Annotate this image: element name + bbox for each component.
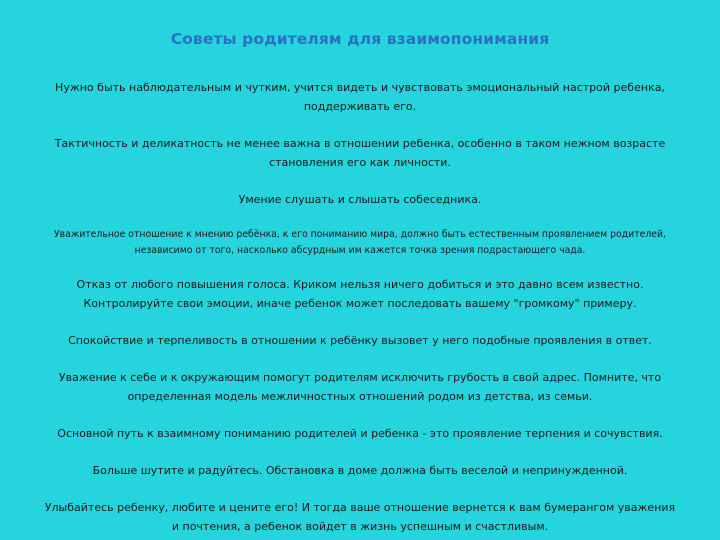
slide-content bbox=[40, 78, 680, 536]
tip-paragraph: Больше шутите и радуйтесь. Обстановка в доме должна быть веселой и непринужденной. bbox=[92, 464, 628, 477]
tip-paragraph: Основной путь к взаимному пониманию родителей и ребенка - это проявление терпения и сочувствия. bbox=[57, 427, 663, 440]
tip-paragraph: Отказ от любого повышения голоса. Криком нельзя ничего добиться и это давно всем известно. Контролируйте свои эмоции, иначе ребенок может последовать вашему "громкому" примеру. bbox=[76, 278, 644, 310]
tip-paragraph: Уважительное отношение к мнению ребёнка, к его пониманию мира, должно быть естественным проявлением родителей, независимо от того, насколько абсурдным им кажется точка зрения подрастающего чада. bbox=[54, 229, 666, 256]
tip-paragraph: Умение слушать и слышать собеседника. bbox=[238, 193, 482, 206]
tip-paragraph: Нужно быть наблюдательным и чутким, учится видеть и чувствовать эмоциональный настрой ребенка, поддерживать его. bbox=[55, 81, 665, 113]
tip-paragraph: Уважение к себе и к окружающим помогут родителям исключить грубость в свой адрес. Помните, что определенная модель межличностных отношений родом из детства, из семьи. bbox=[58, 371, 662, 403]
tip-paragraph: Спокойствие и терпеливость в отношении к ребёнку вызовет у него подобные проявления в ответ. bbox=[68, 334, 652, 347]
tip-paragraph: Улыбайтесь ребенку, любите и цените его! И тогда ваше отношение вернется к вам бумерангом уважения и почтения, а ребенок войдет в жизнь успешным и счастливым. bbox=[44, 501, 676, 533]
slide-title: Советы родителям для взаимопонимания bbox=[170, 30, 550, 48]
tip-paragraph: Тактичность и деликатность не менее важна в отношении ребенка, особенно в таком нежном возрасте становления его как личности. bbox=[54, 137, 666, 169]
